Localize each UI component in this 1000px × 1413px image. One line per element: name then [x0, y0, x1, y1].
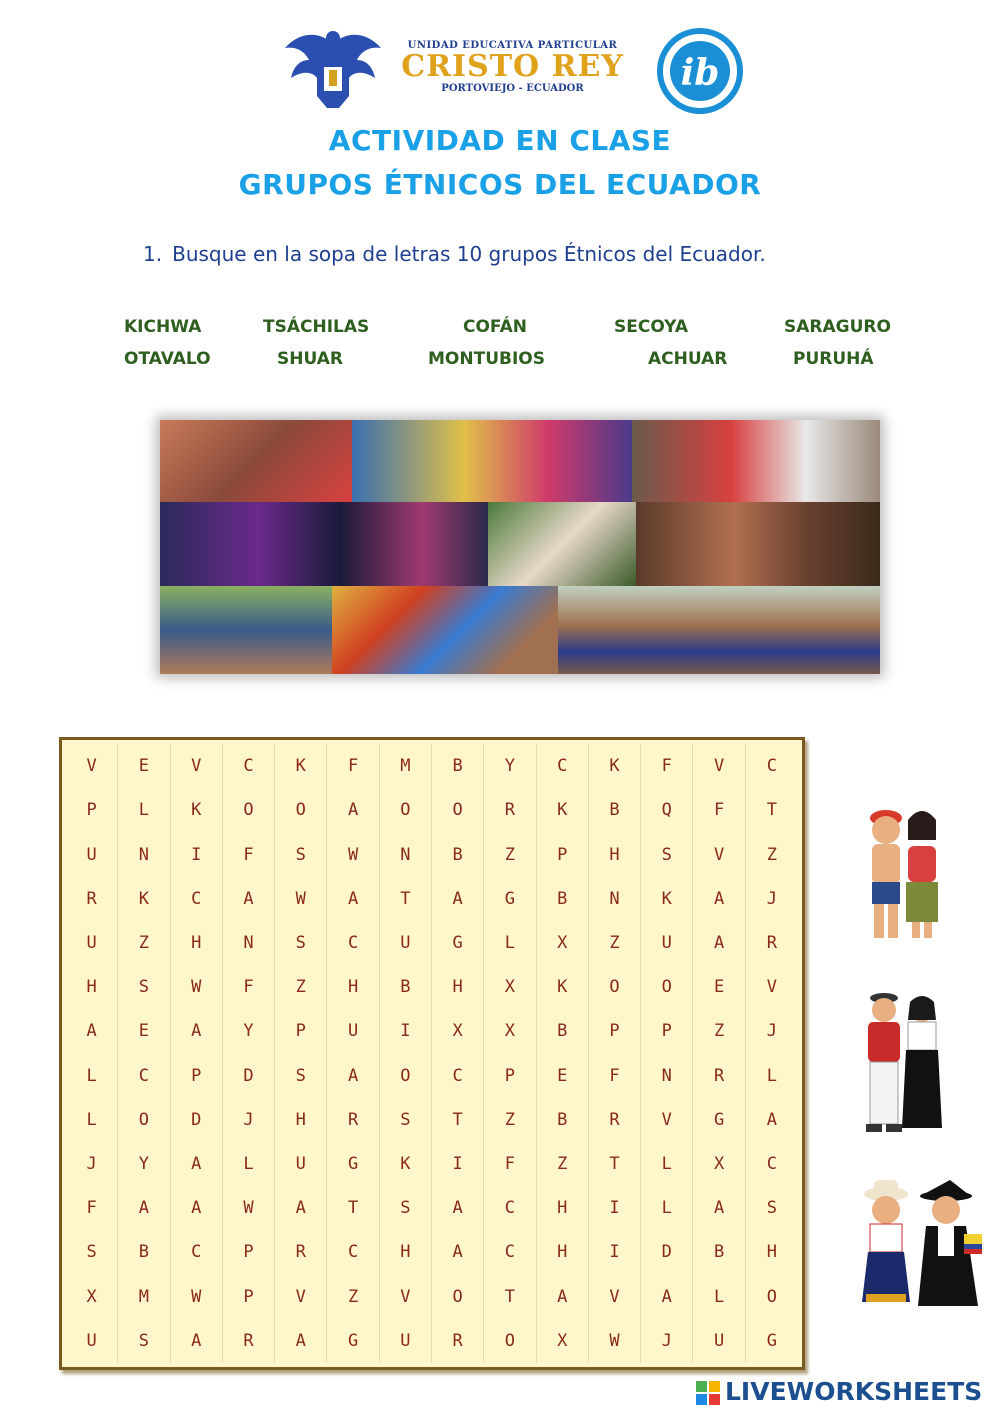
grid-letter-cell[interactable]: V: [380, 1275, 432, 1319]
grid-letter-cell[interactable]: N: [641, 1054, 693, 1098]
grid-letter-cell[interactable]: P: [223, 1275, 275, 1319]
grid-letter-cell[interactable]: J: [641, 1319, 693, 1363]
grid-letter-cell[interactable]: V: [693, 832, 745, 876]
grid-letter-cell[interactable]: H: [380, 1230, 432, 1274]
word-item: COFÁN: [463, 317, 527, 337]
grid-letter-cell[interactable]: B: [380, 965, 432, 1009]
grid-letter-cell[interactable]: H: [327, 965, 379, 1009]
grid-letter-cell[interactable]: J: [766, 888, 777, 909]
grid-letter-cell[interactable]: K: [537, 965, 589, 1009]
grid-letter-cell[interactable]: G: [693, 1098, 745, 1142]
grid-letter-cell[interactable]: K: [275, 744, 327, 788]
grid-letter-cell[interactable]: K: [380, 1142, 432, 1186]
grid-letter-cell[interactable]: F: [223, 832, 275, 876]
grid-letter-cell[interactable]: C: [537, 744, 589, 788]
grid-letter-cell[interactable]: U: [380, 1319, 432, 1363]
grid-letter-cell[interactable]: B: [537, 877, 589, 921]
grid-letter-cell[interactable]: K: [118, 877, 170, 921]
grid-letter-cell[interactable]: Z: [484, 1098, 536, 1142]
grid-letter-cell[interactable]: C: [118, 1054, 170, 1098]
svg-text:ib: ib: [680, 52, 720, 94]
grid-letter-cell[interactable]: V: [589, 1275, 641, 1319]
grid-letter-cell[interactable]: P: [537, 832, 589, 876]
grid-letter-cell[interactable]: A: [641, 1275, 693, 1319]
grid-letter-cell[interactable]: Z: [275, 965, 327, 1009]
grid-letter-cell[interactable]: Y: [118, 1142, 170, 1186]
grid-letter-cell[interactable]: W: [171, 1275, 223, 1319]
ib-world-school-icon: [648, 28, 756, 114]
grid-letter-cell[interactable]: P: [641, 1009, 693, 1053]
grid-letter-cell[interactable]: H: [766, 1242, 777, 1263]
word-item: KICHWA: [124, 317, 202, 337]
grid-letter-cell[interactable]: A: [171, 1319, 223, 1363]
grid-letter-cell[interactable]: F: [589, 1054, 641, 1098]
grid-letter-cell[interactable]: B: [693, 1230, 745, 1274]
grid-letter-cell[interactable]: I: [589, 1230, 641, 1274]
grid-letter-cell[interactable]: W: [171, 965, 223, 1009]
grid-letter-cell[interactable]: R: [432, 1319, 484, 1363]
instruction-number: 1.: [143, 242, 163, 266]
grid-letter-cell[interactable]: H: [589, 832, 641, 876]
grid-letter-cell[interactable]: A: [223, 877, 275, 921]
grid-letter-cell[interactable]: L: [484, 921, 536, 965]
grid-letter-cell[interactable]: A: [327, 1054, 379, 1098]
grid-letter-cell[interactable]: V: [66, 744, 118, 788]
grid-letter-cell[interactable]: F: [327, 744, 379, 788]
grid-letter-cell[interactable]: C: [223, 744, 275, 788]
grid-letter-cell[interactable]: P: [589, 1009, 641, 1053]
grid-letter-cell[interactable]: O: [275, 788, 327, 832]
grid-letter-cell[interactable]: G: [327, 1142, 379, 1186]
footer-brand: [695, 1378, 995, 1408]
grid-letter-cell[interactable]: D: [223, 1054, 275, 1098]
liveworksheets-icon: [695, 1380, 721, 1406]
grid-letter-cell[interactable]: X: [537, 921, 589, 965]
grid-letter-cell[interactable]: R: [66, 877, 118, 921]
photo: [160, 502, 488, 586]
grid-letter-cell[interactable]: H: [432, 965, 484, 1009]
grid-letter-cell[interactable]: R: [327, 1098, 379, 1142]
grid-letter-cell[interactable]: T: [327, 1186, 379, 1230]
grid-letter-cell[interactable]: T: [432, 1098, 484, 1142]
grid-letter-cell[interactable]: R: [766, 932, 777, 953]
grid-letter-cell[interactable]: X: [484, 1009, 536, 1053]
grid-letter-cell[interactable]: E: [693, 965, 745, 1009]
grid-letter-cell[interactable]: A: [766, 1109, 777, 1130]
grid-letter-cell[interactable]: T: [380, 877, 432, 921]
grid-letter-cell[interactable]: B: [118, 1230, 170, 1274]
grid-letter-cell[interactable]: K: [537, 788, 589, 832]
grid-letter-cell[interactable]: Z: [327, 1275, 379, 1319]
grid-letter-cell[interactable]: J: [223, 1098, 275, 1142]
grid-letter-cell[interactable]: S: [118, 965, 170, 1009]
grid-letter-cell[interactable]: I: [380, 1009, 432, 1053]
word-item: TSÁCHILAS: [263, 317, 370, 337]
grid-letter-cell[interactable]: V: [766, 977, 777, 998]
word-item: OTAVALO: [124, 349, 211, 369]
grid-letter-cell[interactable]: B: [432, 832, 484, 876]
grid-letter-cell[interactable]: I: [432, 1142, 484, 1186]
school-crest-logo: [283, 26, 383, 112]
grid-letter-cell[interactable]: A: [118, 1186, 170, 1230]
otavalo-couple-illustration: [856, 988, 948, 1140]
grid-letter-cell[interactable]: A: [693, 1186, 745, 1230]
grid-letter-cell[interactable]: D: [171, 1098, 223, 1142]
grid-letter-cell[interactable]: P: [484, 1054, 536, 1098]
grid-letter-cell[interactable]: U: [693, 1319, 745, 1363]
school-name-logo: [395, 40, 630, 94]
grid-letter-cell[interactable]: V: [641, 1098, 693, 1142]
page-title: ACTIVIDAD EN CLASE: [328, 124, 672, 157]
grid-letter-cell[interactable]: C: [327, 1230, 379, 1274]
grid-letter-cell[interactable]: K: [589, 744, 641, 788]
instruction: [143, 242, 766, 266]
brand-name: LIVEWORKSHEETS: [725, 1377, 983, 1406]
grid-letter-cell[interactable]: C: [171, 877, 223, 921]
grid-letter-cell[interactable]: Z: [766, 844, 777, 865]
grid-letter-cell[interactable]: E: [537, 1054, 589, 1098]
word-item: ACHUAR: [648, 349, 728, 369]
grid-letter-cell[interactable]: J: [766, 1021, 777, 1042]
grid-letter-cell[interactable]: L: [223, 1142, 275, 1186]
grid-letter-cell[interactable]: P: [171, 1054, 223, 1098]
grid-letter-cell[interactable]: S: [380, 1186, 432, 1230]
grid-letter-cell[interactable]: V: [275, 1275, 327, 1319]
grid-letter-cell[interactable]: R: [223, 1319, 275, 1363]
grid-letter-cell[interactable]: Y: [484, 744, 536, 788]
grid-letter-cell[interactable]: G: [766, 1330, 777, 1351]
grid-letter-cell[interactable]: L: [66, 1098, 118, 1142]
school-location: PORTOVIEJO - ECUADOR: [441, 83, 584, 94]
word-item: SECOYA: [614, 317, 689, 337]
grid-letter-cell[interactable]: G: [484, 877, 536, 921]
grid-letter-cell[interactable]: X: [66, 1275, 118, 1319]
grid-letter-cell[interactable]: A: [327, 788, 379, 832]
word-item: PURUHÁ: [793, 349, 874, 369]
grid-letter-cell[interactable]: L: [641, 1186, 693, 1230]
grid-letter-cell[interactable]: O: [380, 1054, 432, 1098]
grid-letter-cell[interactable]: B: [537, 1009, 589, 1053]
grid-letter-cell[interactable]: T: [589, 1142, 641, 1186]
grid-letter-cell[interactable]: F: [641, 744, 693, 788]
grid-letter-cell[interactable]: C: [171, 1230, 223, 1274]
grid-letter-cell[interactable]: K: [641, 877, 693, 921]
grid-letter-cell[interactable]: A: [275, 1319, 327, 1363]
grid-letter-cell[interactable]: M: [118, 1275, 170, 1319]
grid-letter-cell[interactable]: W: [327, 832, 379, 876]
grid-letter-cell[interactable]: N: [589, 877, 641, 921]
grid-letter-cell[interactable]: O: [118, 1098, 170, 1142]
grid-letter-cell[interactable]: S: [66, 1230, 118, 1274]
grid-letter-cell[interactable]: P: [275, 1009, 327, 1053]
grid-letter-cell[interactable]: U: [66, 1319, 118, 1363]
grid-letter-cell[interactable]: A: [432, 877, 484, 921]
photo: [488, 502, 636, 586]
grid-letter-cell[interactable]: A: [275, 1186, 327, 1230]
grid-letter-cell[interactable]: A: [693, 877, 745, 921]
grid-letter-cell[interactable]: V: [171, 744, 223, 788]
grid-letter-cell[interactable]: D: [641, 1230, 693, 1274]
page-subtitle: GRUPOS ÉTNICOS DEL ECUADOR: [238, 168, 762, 201]
school-line1: UNIDAD EDUCATIVA PARTICULAR: [407, 40, 618, 51]
grid-letter-cell[interactable]: X: [484, 965, 536, 1009]
school-name: CRISTO REY: [401, 49, 624, 84]
grid-letter-cell[interactable]: L: [118, 788, 170, 832]
grid-letter-cell[interactable]: O: [766, 1286, 777, 1307]
photo: [160, 420, 352, 502]
grid-letter-cell[interactable]: X: [537, 1319, 589, 1363]
grid-letter-cell[interactable]: F: [223, 965, 275, 1009]
grid-letter-cell[interactable]: O: [223, 788, 275, 832]
photo: [636, 502, 880, 586]
grid-letter-cell[interactable]: Z: [693, 1009, 745, 1053]
grid-letter-cell[interactable]: C: [484, 1186, 536, 1230]
grid-letter-cell[interactable]: U: [66, 832, 118, 876]
grid-letter-cell[interactable]: A: [693, 921, 745, 965]
grid-letter-cell[interactable]: L: [641, 1142, 693, 1186]
word-item: SARAGURO: [784, 317, 891, 337]
grid-letter-cell[interactable]: M: [380, 744, 432, 788]
grid-letter-cell[interactable]: O: [641, 965, 693, 1009]
grid-letter-cell[interactable]: W: [275, 877, 327, 921]
grid-letter-cell[interactable]: W: [223, 1186, 275, 1230]
grid-letter-cell[interactable]: O: [589, 965, 641, 1009]
grid-letter-cell[interactable]: F: [484, 1142, 536, 1186]
grid-letter-cell[interactable]: H: [275, 1098, 327, 1142]
grid-letter-cell[interactable]: J: [66, 1142, 118, 1186]
photo: [558, 586, 880, 674]
grid-letter-cell[interactable]: Z: [484, 832, 536, 876]
photo: [332, 586, 558, 674]
grid-letter-cell[interactable]: C: [484, 1230, 536, 1274]
grid-letter-cell[interactable]: X: [693, 1142, 745, 1186]
grid-letter-cell[interactable]: U: [275, 1142, 327, 1186]
word-item: SHUAR: [277, 349, 343, 369]
grid-letter-cell[interactable]: I: [171, 832, 223, 876]
grid-letter-cell[interactable]: O: [380, 788, 432, 832]
grid-letter-cell[interactable]: C: [327, 921, 379, 965]
grid-letter-cell[interactable]: P: [66, 788, 118, 832]
saraguro-couple-illustration: [856, 1176, 984, 1320]
grid-letter-cell[interactable]: H: [537, 1230, 589, 1274]
grid-letter-cell[interactable]: C: [432, 1054, 484, 1098]
grid-letter-cell[interactable]: R: [484, 788, 536, 832]
word-item: MONTUBIOS: [428, 349, 545, 369]
grid-letter-cell[interactable]: S: [766, 1198, 777, 1219]
grid-letter-cell[interactable]: F: [66, 1186, 118, 1230]
grid-letter-cell[interactable]: L: [766, 1065, 777, 1086]
grid-letter-cell[interactable]: Z: [537, 1142, 589, 1186]
grid-letter-cell[interactable]: A: [432, 1186, 484, 1230]
grid-letter-cell[interactable]: T: [766, 800, 777, 821]
grid-letter-cell[interactable]: A: [171, 1186, 223, 1230]
grid-letter-cell[interactable]: S: [380, 1098, 432, 1142]
grid-letter-cell[interactable]: B: [432, 744, 484, 788]
grid-letter-cell[interactable]: U: [380, 921, 432, 965]
grid-letter-cell[interactable]: S: [275, 832, 327, 876]
amazon-couple-illustration: [858, 796, 948, 946]
grid-letter-cell[interactable]: Z: [589, 921, 641, 965]
grid-letter-cell[interactable]: B: [537, 1098, 589, 1142]
grid-letter-cell[interactable]: O: [432, 788, 484, 832]
grid-letter-cell[interactable]: G: [432, 921, 484, 965]
grid-letter-cell[interactable]: R: [693, 1054, 745, 1098]
grid-letter-cell[interactable]: U: [66, 921, 118, 965]
grid-letter-cell[interactable]: A: [171, 1142, 223, 1186]
grid-letter-cell[interactable]: B: [589, 788, 641, 832]
grid-letter-cell[interactable]: N: [118, 832, 170, 876]
photo: [160, 586, 332, 674]
grid-letter-cell[interactable]: S: [275, 921, 327, 965]
photo: [352, 420, 632, 502]
grid-letter-cell[interactable]: C: [766, 1154, 777, 1175]
grid-letter-cell[interactable]: S: [641, 832, 693, 876]
grid-letter-cell[interactable]: V: [693, 744, 745, 788]
grid-letter-cell[interactable]: S: [275, 1054, 327, 1098]
grid-letter-cell[interactable]: E: [118, 1009, 170, 1053]
grid-letter-cell[interactable]: Q: [641, 788, 693, 832]
grid-letter-cell[interactable]: P: [223, 1230, 275, 1274]
grid-letter-cell[interactable]: L: [66, 1054, 118, 1098]
instruction-text: Busque en la sopa de letras 10 grupos Étnicos del Ecuador.: [172, 242, 766, 266]
grid-letter-cell[interactable]: Z: [118, 921, 170, 965]
word-search-grid: [66, 744, 798, 1363]
grid-letter-cell[interactable]: H: [537, 1186, 589, 1230]
grid-letter-cell[interactable]: H: [171, 921, 223, 965]
grid-letter-cell[interactable]: H: [66, 965, 118, 1009]
grid-letter-cell[interactable]: A: [66, 1009, 118, 1053]
grid-letter-cell[interactable]: G: [327, 1319, 379, 1363]
grid-letter-cell[interactable]: U: [641, 921, 693, 965]
grid-letter-cell[interactable]: I: [589, 1186, 641, 1230]
ethnic-groups-photo-collage: [160, 420, 880, 674]
grid-letter-cell[interactable]: S: [118, 1319, 170, 1363]
grid-letter-cell[interactable]: A: [327, 877, 379, 921]
grid-letter-cell[interactable]: A: [537, 1275, 589, 1319]
grid-letter-cell[interactable]: W: [589, 1319, 641, 1363]
grid-letter-cell[interactable]: R: [275, 1230, 327, 1274]
grid-letter-cell[interactable]: O: [484, 1319, 536, 1363]
grid-letter-cell[interactable]: A: [432, 1230, 484, 1274]
word-search-board: [59, 737, 805, 1370]
grid-letter-cell[interactable]: E: [118, 744, 170, 788]
grid-letter-cell[interactable]: K: [171, 788, 223, 832]
grid-letter-cell[interactable]: U: [327, 1009, 379, 1053]
grid-letter-cell[interactable]: R: [589, 1098, 641, 1142]
grid-letter-cell[interactable]: C: [766, 756, 777, 777]
grid-letter-cell[interactable]: Y: [223, 1009, 275, 1053]
grid-letter-cell[interactable]: T: [484, 1275, 536, 1319]
grid-letter-cell[interactable]: N: [380, 832, 432, 876]
grid-letter-cell[interactable]: L: [693, 1275, 745, 1319]
photo: [632, 420, 880, 502]
grid-letter-cell[interactable]: N: [223, 921, 275, 965]
grid-letter-cell[interactable]: A: [171, 1009, 223, 1053]
grid-letter-cell[interactable]: O: [432, 1275, 484, 1319]
grid-letter-cell[interactable]: X: [432, 1009, 484, 1053]
grid-letter-cell[interactable]: F: [693, 788, 745, 832]
